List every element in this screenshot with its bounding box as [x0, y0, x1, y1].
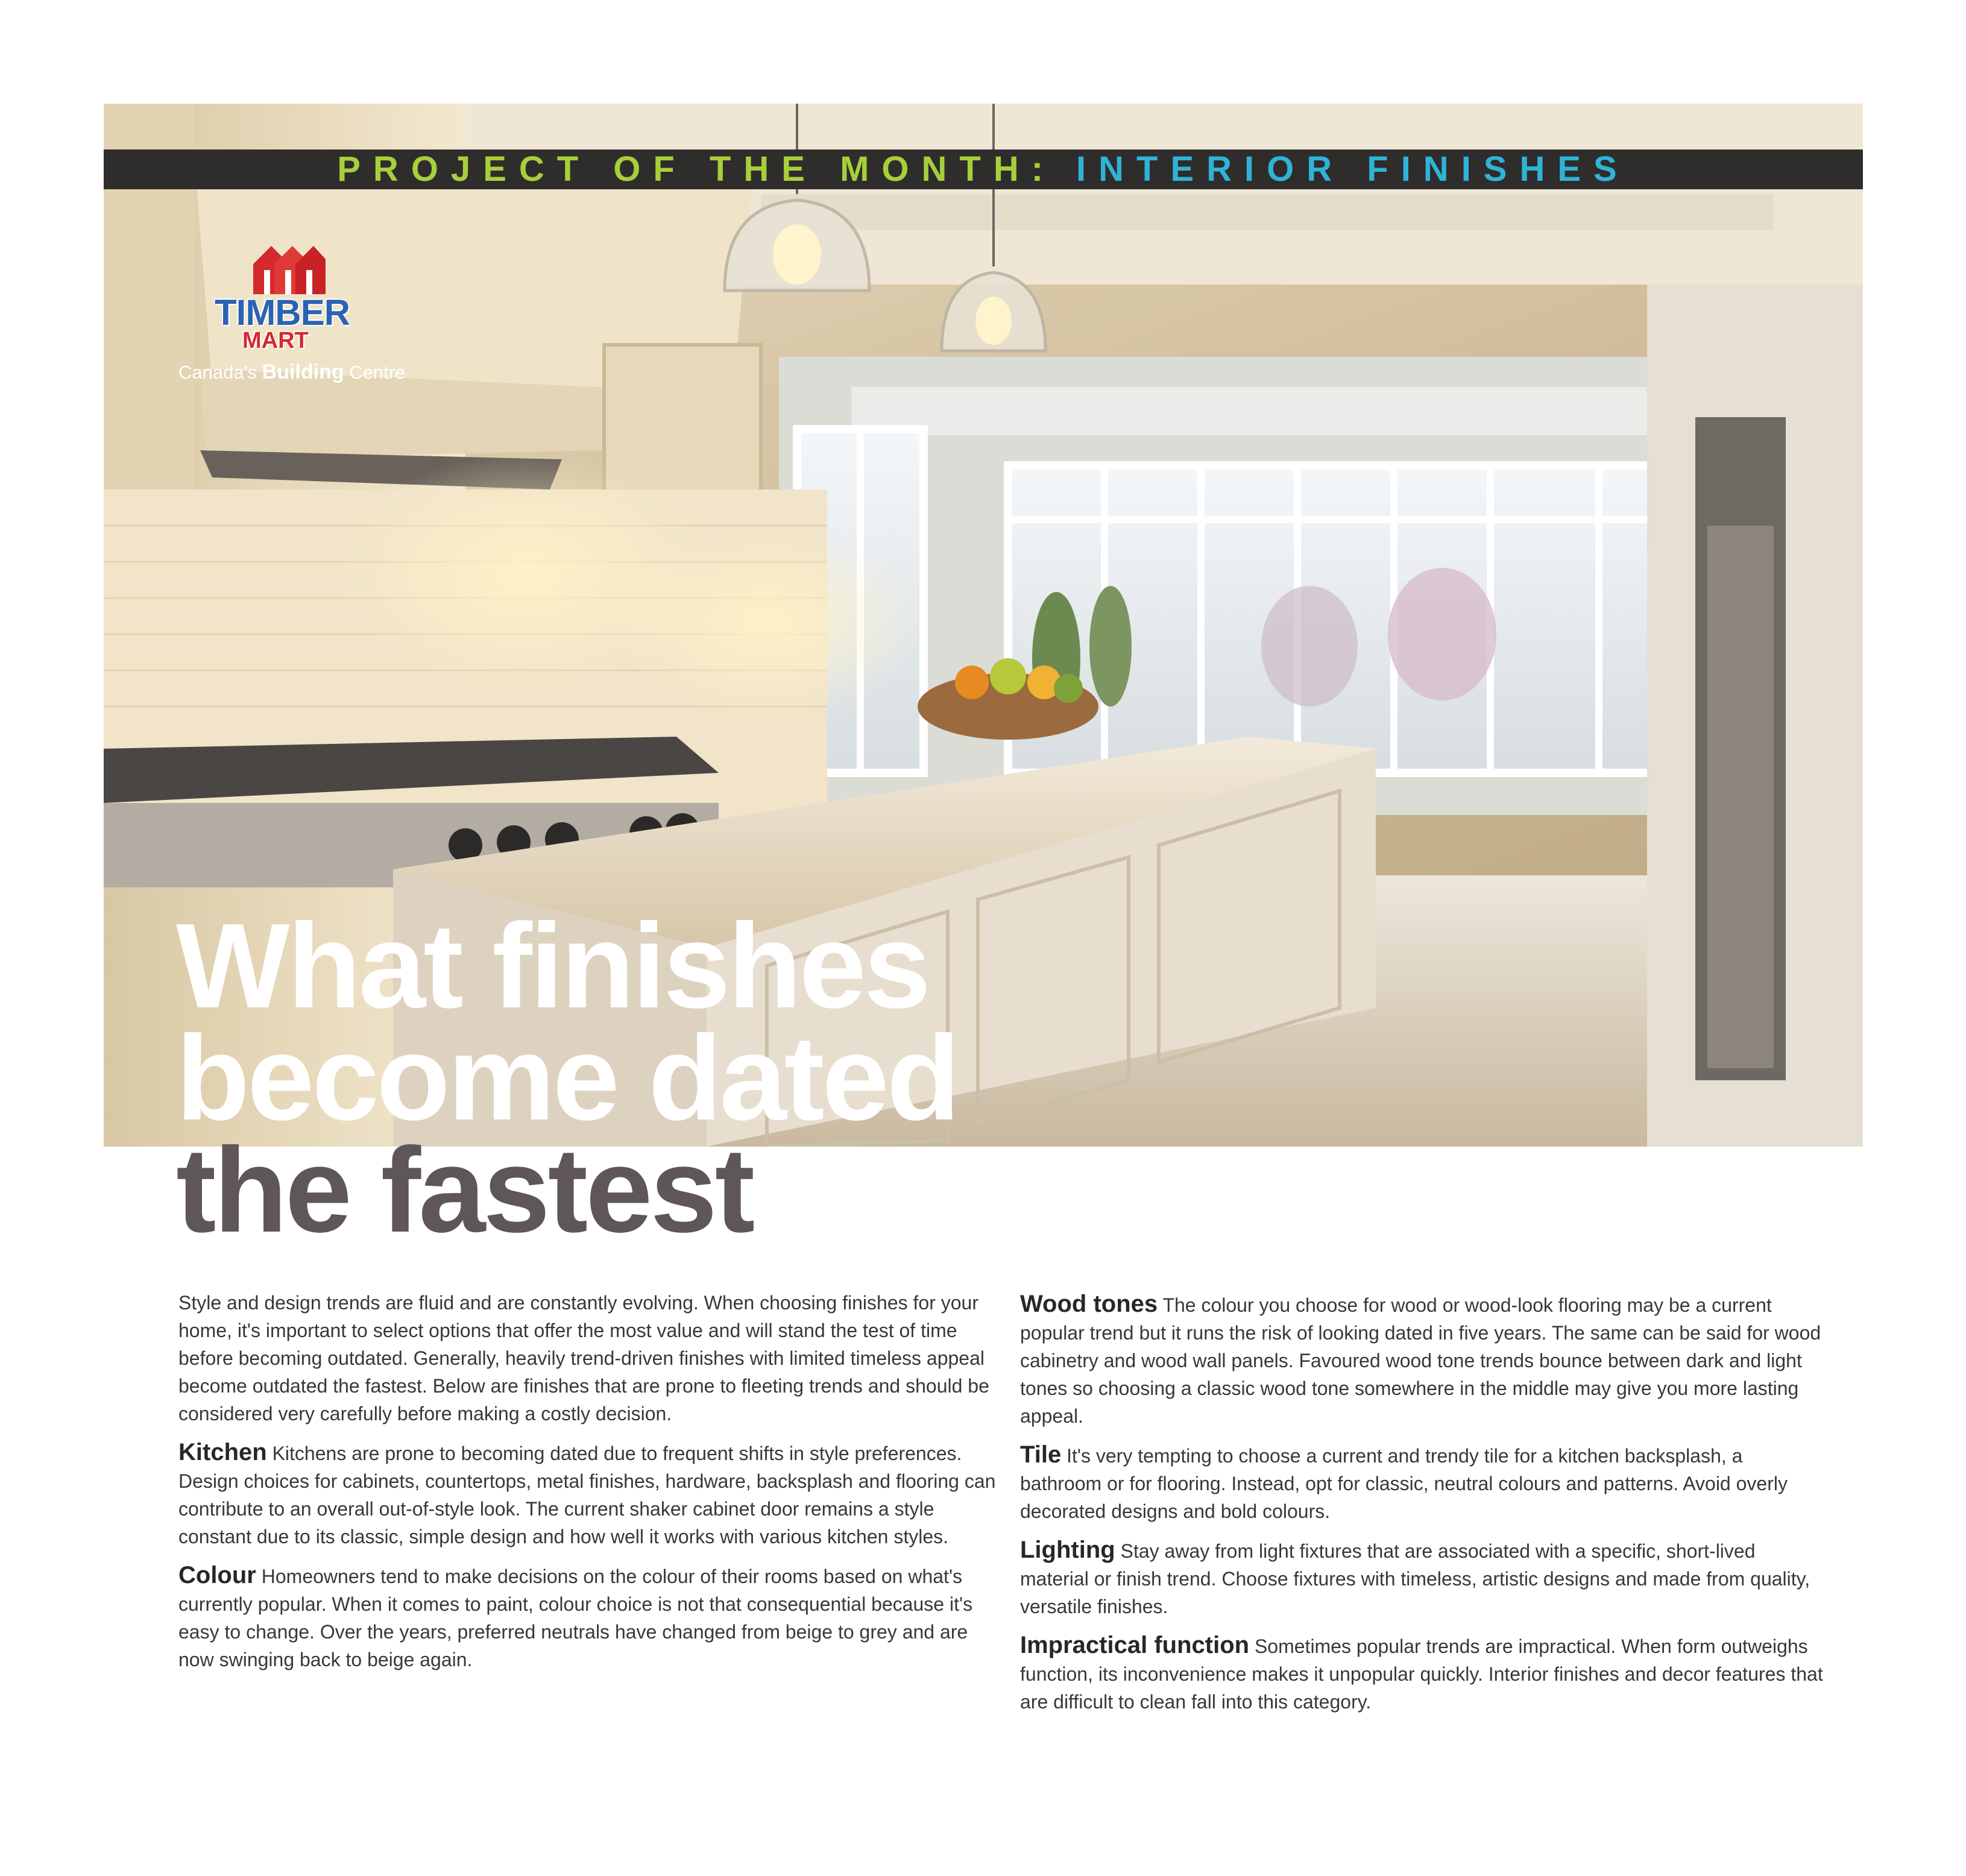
- logo-tagline-a: Canada's: [178, 362, 257, 383]
- section-text: It's very tempting to choose a current and trendy tile for a kitchen backsplash, a bathroom or for flooring. Instead, opt for classic, neutral colours and patterns. Avoid overly decorated designs and bold colours.: [1020, 1445, 1788, 1522]
- banner-title-part1: PROJECT OF THE MONTH:: [337, 150, 1056, 189]
- section-lighting: [1020, 1536, 1828, 1620]
- banner-title-part2: INTERIOR FINISHES: [1076, 150, 1630, 189]
- article-column-left: [178, 1289, 998, 1684]
- headline-line2: become dated: [176, 1011, 958, 1145]
- logo-tagline: [178, 360, 405, 384]
- section-tile: [1020, 1441, 1828, 1525]
- section-heading: Kitchen: [178, 1439, 267, 1465]
- timber-mart-logo: [176, 240, 406, 391]
- section-heading: Lighting: [1020, 1537, 1115, 1563]
- section-kitchen: [178, 1438, 998, 1550]
- section-banner: [104, 150, 1863, 189]
- logo-word-timber: TIMBER: [215, 292, 350, 333]
- section-text: Homeowners tend to make decisions on the colour of their rooms based on what's currently popular. When it comes to paint, colour choice is not that consequential because it's easy to change. Over the years, preferred neutrals have changed from beige to grey and are now swinging back to beige again.: [178, 1566, 973, 1670]
- section-text: Stay away from light fixtures that are associated with a specific, short-lived material or finish trend. Choose fixtures with timeless, artistic designs and made from quality, versatile finishes.: [1020, 1540, 1810, 1617]
- article-intro: Style and design trends are fluid and are constantly evolving. When choosing finishes for your home, it's important to select options that offer the most value and will stand the test of time before becoming outdated. Generally, heavily trend-driven finishes with limited timeless appeal become outdated the fastest. Below are finishes that are prone to fleeting trends and should be considered very carefully before making a costly decision.: [178, 1292, 989, 1424]
- section-heading: Tile: [1020, 1441, 1062, 1468]
- headline-line3: the fastest: [176, 1123, 753, 1257]
- logo-tagline-b: Building: [262, 360, 344, 383]
- section-colour: [178, 1561, 998, 1673]
- section-text: The colour you choose for wood or wood-look flooring may be a current popular trend but it runs the risk of looking dated in five years. The same can be said for wood cabinetry and wood wall panels. Favoured wood tone trends bounce between dark and light tones so choosing a classic wood tone somewhere in the middle may give you more lasting appeal.: [1020, 1294, 1821, 1427]
- section-heading: Wood tones: [1020, 1291, 1158, 1317]
- section-text: Sometimes popular trends are impractical. When form outweighs function, its inconvenience makes it unpopular quickly. Interior finishes and decor features that are difficult to clean fall into this category.: [1020, 1635, 1823, 1713]
- logo-word-mart: MART: [242, 328, 309, 353]
- section-heading: Colour: [178, 1562, 256, 1588]
- section-impractical-function: [1020, 1631, 1828, 1716]
- article-column-right: [1020, 1290, 1828, 1726]
- section-wood-tones: [1020, 1290, 1828, 1430]
- section-heading: Impractical function: [1020, 1632, 1250, 1658]
- headline-line1: What finishes: [176, 899, 929, 1033]
- house-logo-icon: [247, 240, 332, 294]
- section-text: Kitchens are prone to becoming dated due to frequent shifts in style preferences. Design choices for cabinets, countertops, metal finishes, hardware, backsplash and flooring can contribute to an overall out-of-style look. The current shaker cabinet door remains a style constant due to its classic, simple design and how well it works with various kitchen styles.: [178, 1443, 996, 1547]
- logo-tagline-c: Centre: [349, 362, 406, 383]
- article-headline: [176, 899, 1623, 1257]
